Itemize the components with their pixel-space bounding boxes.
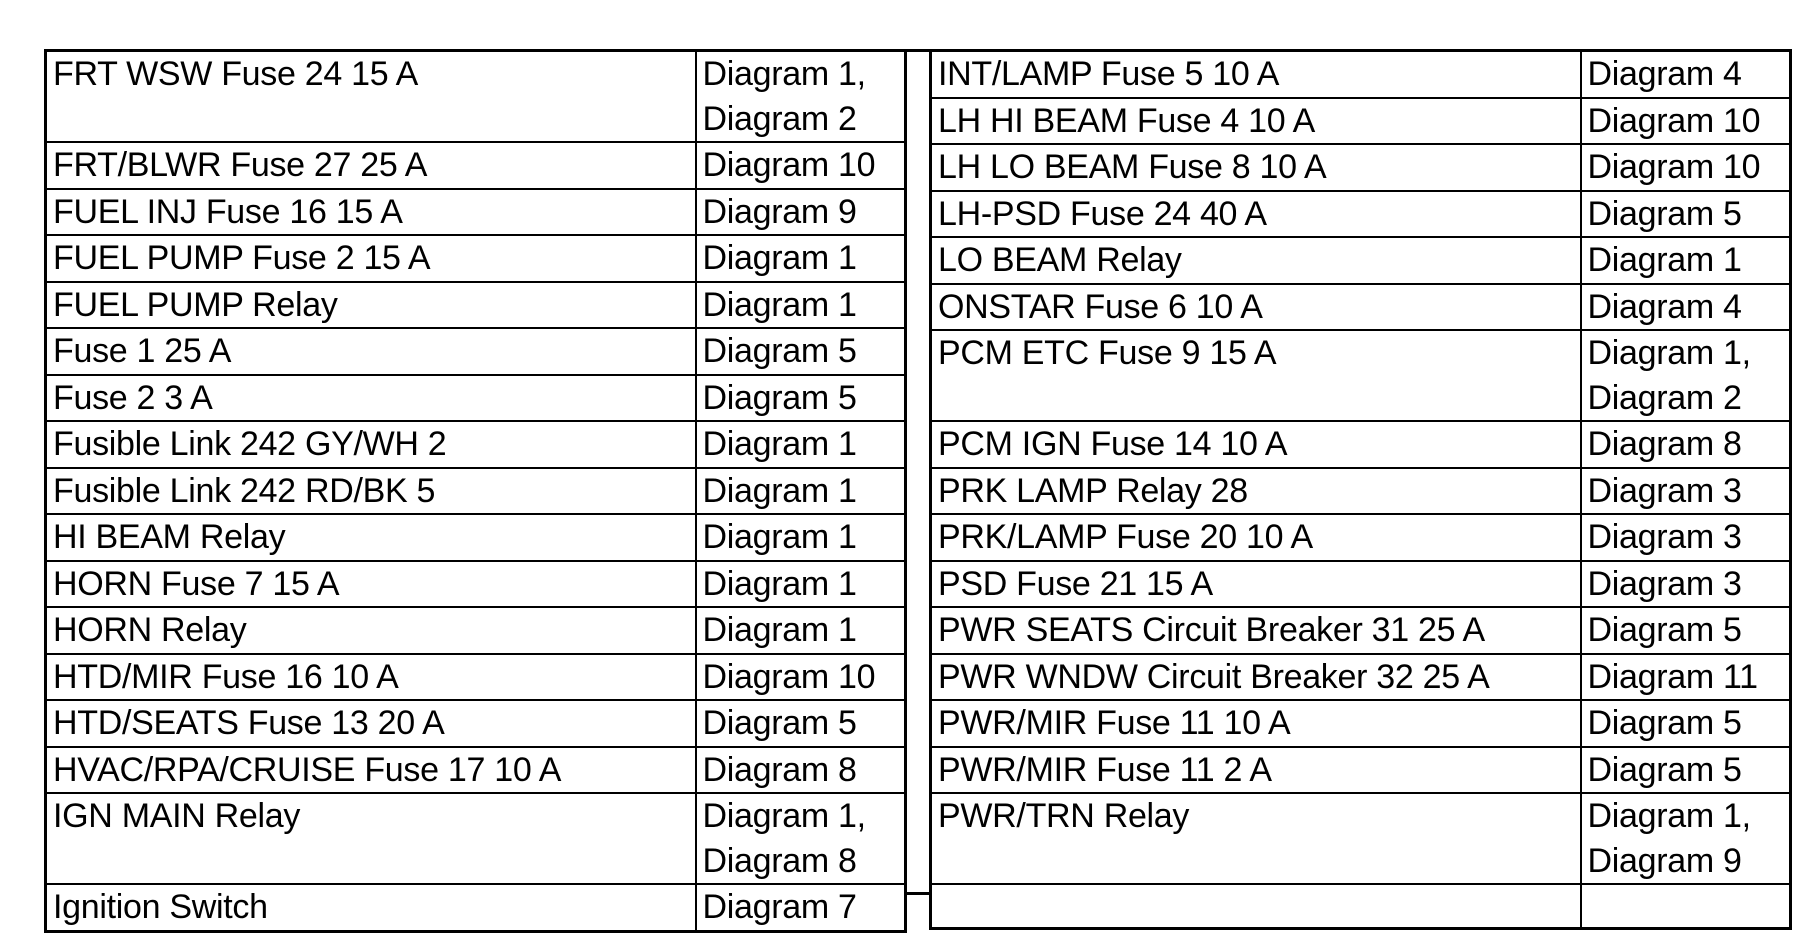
component-name: Fusible Link 242 GY/WH 2	[53, 425, 447, 463]
component-cell	[931, 284, 1581, 331]
diagram-cell	[1581, 421, 1791, 468]
component-name: INT/LAMP Fuse 5 10 A	[938, 55, 1280, 93]
component-name: PCM IGN Fuse 14 10 A	[938, 425, 1288, 463]
component-cell	[46, 375, 696, 422]
diagram-reference: Diagram 10	[702, 657, 876, 696]
diagram-reference: Diagram 10	[702, 146, 876, 184]
diagram-reference: Diagram 1,	[702, 55, 866, 93]
table-row	[931, 191, 1791, 238]
table-row	[46, 142, 906, 189]
component-name: PRK/LAMP Fuse 20 10 A	[938, 518, 1313, 556]
component-name: PWR/MIR Fuse 11 10 A	[938, 704, 1291, 742]
table-row	[46, 468, 906, 515]
component-name: PWR WNDW Circuit Breaker 32 25 A	[938, 657, 1490, 696]
table-row	[931, 654, 1791, 701]
component-cell	[46, 654, 696, 701]
column-divider	[904, 49, 929, 895]
table-row	[931, 421, 1791, 468]
component-cell	[46, 468, 696, 515]
component-name: IGN MAIN Relay	[53, 797, 301, 835]
diagram-cell	[696, 793, 906, 884]
right-table-body	[931, 51, 1791, 929]
diagram-reference: Diagram 5	[702, 704, 857, 742]
table-row	[931, 51, 1791, 98]
diagram-reference: Diagram 10	[1587, 148, 1761, 186]
diagram-reference: Diagram 1	[702, 471, 857, 510]
diagram-cell	[1581, 144, 1791, 191]
diagram-reference: Diagram 2	[1587, 378, 1742, 417]
component-name: Ignition Switch	[53, 888, 268, 926]
diagram-cell	[1581, 284, 1791, 331]
component-name: FUEL PUMP Relay	[53, 285, 338, 324]
component-name: ONSTAR Fuse 6 10 A	[938, 287, 1263, 326]
diagram-cell	[1581, 654, 1791, 701]
component-cell	[46, 700, 696, 747]
component-cell	[46, 884, 696, 931]
component-cell	[46, 282, 696, 329]
diagram-reference: Diagram 1	[702, 285, 857, 324]
component-name: Fuse 2 3 A	[53, 378, 213, 417]
component-cell	[931, 654, 1581, 701]
diagram-cell	[696, 747, 906, 794]
table-row	[46, 51, 906, 143]
diagram-reference: Diagram 1,	[702, 797, 866, 835]
component-name: LH LO BEAM Fuse 8 10 A	[938, 148, 1327, 186]
left-table-body	[46, 51, 906, 932]
diagram-reference: Diagram 3	[1587, 518, 1742, 556]
diagram-cell	[696, 51, 906, 143]
diagram-reference: Diagram 1,	[1587, 797, 1751, 835]
component-name: PWR/TRN Relay	[938, 797, 1190, 835]
component-name: PWR SEATS Circuit Breaker 31 25 A	[938, 611, 1485, 649]
diagram-cell	[696, 189, 906, 236]
component-index-table-left	[44, 49, 907, 933]
diagram-cell	[1581, 468, 1791, 515]
table-row	[46, 654, 906, 701]
diagram-reference: Diagram 5	[1587, 194, 1742, 233]
table-row	[46, 282, 906, 329]
component-cell	[46, 235, 696, 282]
diagram-cell	[696, 235, 906, 282]
diagram-reference: Diagram 5	[1587, 704, 1742, 742]
diagram-cell	[696, 561, 906, 608]
diagram-cell	[696, 282, 906, 329]
diagram-reference: Diagram 5	[1587, 611, 1742, 649]
diagram-reference: Diagram 5	[702, 378, 857, 417]
diagram-reference: Diagram 3	[1587, 564, 1742, 603]
component-index-table-right	[929, 49, 1792, 930]
table-row	[931, 237, 1791, 284]
table-row	[931, 330, 1791, 421]
table-row	[46, 514, 906, 561]
component-cell	[931, 700, 1581, 747]
diagram-reference: Diagram 1,	[1587, 334, 1751, 372]
diagram-cell	[1581, 330, 1791, 421]
table-row	[46, 328, 906, 375]
diagram-cell	[696, 421, 906, 468]
diagram-cell	[1581, 237, 1791, 284]
table-row	[46, 375, 906, 422]
component-name: HTD/MIR Fuse 16 10 A	[53, 657, 399, 696]
diagram-cell	[1581, 51, 1791, 98]
diagram-reference: Diagram 1	[702, 239, 857, 277]
diagram-cell	[696, 468, 906, 515]
component-cell	[931, 421, 1581, 468]
diagram-reference: Diagram 4	[1587, 55, 1742, 93]
component-name: FRT/BLWR Fuse 27 25 A	[53, 146, 428, 184]
component-name: PWR/MIR Fuse 11 2 A	[938, 750, 1272, 789]
diagram-reference: Diagram 4	[1587, 287, 1742, 326]
diagram-reference: Diagram 5	[1587, 750, 1742, 789]
component-cell	[46, 189, 696, 236]
component-name: Fuse 1 25 A	[53, 332, 232, 370]
diagram-reference: Diagram 8	[702, 750, 857, 789]
component-cell	[46, 747, 696, 794]
diagram-cell	[696, 654, 906, 701]
component-cell	[931, 144, 1581, 191]
diagram-reference: Diagram 3	[1587, 471, 1742, 510]
component-cell	[931, 51, 1581, 98]
diagram-cell	[1581, 98, 1791, 145]
diagram-reference: Diagram 8	[702, 841, 857, 880]
table-row	[46, 793, 906, 884]
component-cell	[931, 607, 1581, 654]
diagram-reference: Diagram 7	[702, 888, 857, 926]
component-cell	[931, 514, 1581, 561]
diagram-cell	[696, 328, 906, 375]
diagram-cell	[696, 142, 906, 189]
table-row	[46, 189, 906, 236]
component-cell	[931, 191, 1581, 238]
component-cell	[46, 514, 696, 561]
table-row	[931, 514, 1791, 561]
diagram-reference: Diagram 11	[1587, 657, 1758, 696]
table-row	[931, 747, 1791, 794]
diagram-reference: Diagram 1	[702, 425, 857, 463]
diagram-cell	[1581, 884, 1791, 929]
component-cell	[46, 561, 696, 608]
diagram-reference: Diagram 8	[1587, 425, 1742, 463]
table-row	[931, 144, 1791, 191]
table-row	[931, 793, 1791, 884]
table-row	[931, 284, 1791, 331]
component-cell	[46, 142, 696, 189]
component-name: HTD/SEATS Fuse 13 20 A	[53, 704, 445, 742]
component-name: LH HI BEAM Fuse 4 10 A	[938, 101, 1316, 140]
diagram-reference: Diagram 1	[1587, 241, 1742, 279]
component-cell	[931, 747, 1581, 794]
table-row	[931, 98, 1791, 145]
diagram-reference: Diagram 10	[1587, 101, 1761, 140]
diagram-cell	[1581, 514, 1791, 561]
component-cell	[46, 793, 696, 884]
diagram-cell	[696, 607, 906, 654]
component-name: LH-PSD Fuse 24 40 A	[938, 194, 1267, 233]
component-cell	[46, 51, 696, 143]
diagram-cell	[1581, 191, 1791, 238]
component-cell	[46, 607, 696, 654]
diagram-reference: Diagram 2	[702, 99, 857, 138]
diagram-reference: Diagram 1	[702, 564, 857, 603]
diagram-reference: Diagram 1	[702, 611, 857, 649]
table-row	[46, 561, 906, 608]
table-row	[931, 884, 1791, 929]
component-name: HI BEAM Relay	[53, 518, 286, 556]
component-name: FRT WSW Fuse 24 15 A	[53, 55, 418, 93]
table-row	[931, 607, 1791, 654]
component-name: PRK LAMP Relay 28	[938, 471, 1248, 510]
table-row	[931, 561, 1791, 608]
table-row	[931, 468, 1791, 515]
component-name: PSD Fuse 21 15 A	[938, 564, 1213, 603]
component-name: PCM ETC Fuse 9 15 A	[938, 334, 1277, 372]
component-cell	[931, 98, 1581, 145]
component-name: FUEL PUMP Fuse 2 15 A	[53, 239, 431, 277]
component-cell	[931, 793, 1581, 884]
component-name: HORN Relay	[53, 611, 247, 649]
component-cell	[46, 328, 696, 375]
component-cell	[931, 561, 1581, 608]
component-cell	[46, 421, 696, 468]
table-row	[46, 700, 906, 747]
diagram-reference: Diagram 1	[702, 518, 857, 556]
diagram-cell	[1581, 561, 1791, 608]
diagram-cell	[1581, 700, 1791, 747]
diagram-cell	[696, 514, 906, 561]
diagram-cell	[696, 884, 906, 931]
component-name: FUEL INJ Fuse 16 15 A	[53, 192, 403, 231]
component-name: LO BEAM Relay	[938, 241, 1182, 279]
diagram-cell	[1581, 747, 1791, 794]
table-row	[931, 700, 1791, 747]
table-row	[46, 884, 906, 931]
table-row	[46, 607, 906, 654]
component-cell	[931, 468, 1581, 515]
diagram-reference: Diagram 5	[702, 332, 857, 370]
diagram-cell	[1581, 607, 1791, 654]
table-row	[46, 747, 906, 794]
diagram-cell	[696, 375, 906, 422]
diagram-reference: Diagram 9	[1587, 841, 1742, 880]
table-row	[46, 235, 906, 282]
component-name: Fusible Link 242 RD/BK 5	[53, 471, 436, 510]
component-cell	[931, 237, 1581, 284]
component-cell	[931, 884, 1581, 929]
component-name: HORN Fuse 7 15 A	[53, 564, 340, 603]
component-name: HVAC/RPA/CRUISE Fuse 17 10 A	[53, 750, 562, 789]
component-cell	[931, 330, 1581, 421]
diagram-reference: Diagram 9	[702, 192, 857, 231]
table-row	[46, 421, 906, 468]
diagram-cell	[1581, 793, 1791, 884]
diagram-cell	[696, 700, 906, 747]
